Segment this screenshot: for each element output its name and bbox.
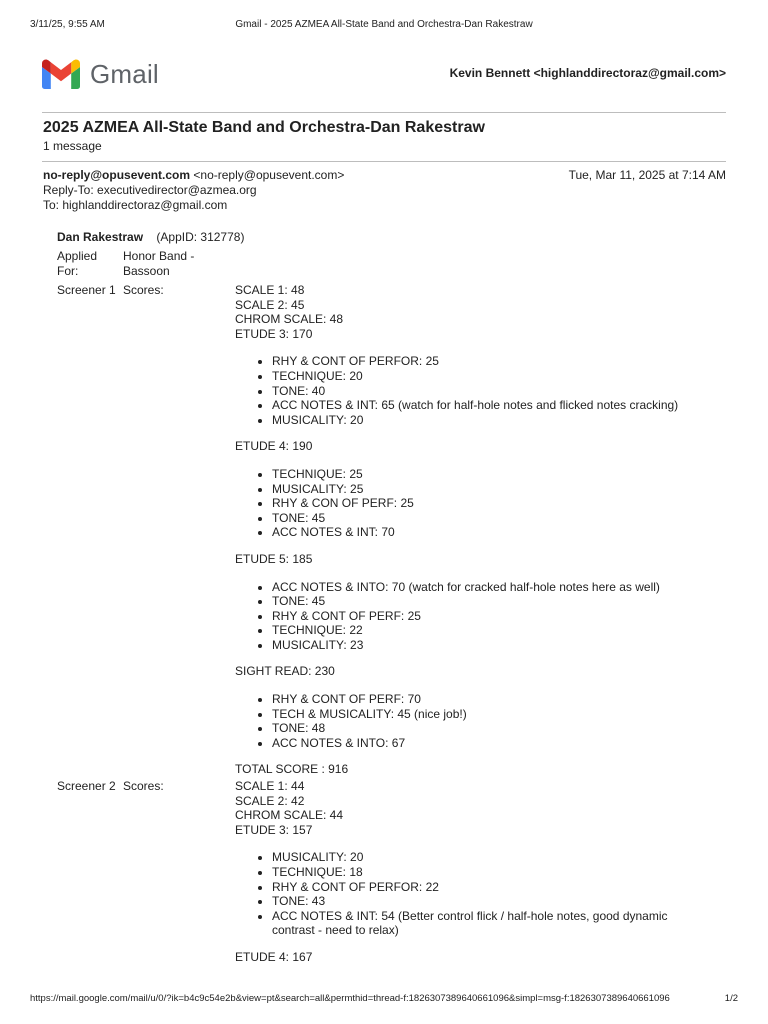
etude-4-title: ETUDE 4: 190 <box>235 439 313 454</box>
score-breakdown-list <box>235 354 725 427</box>
page-number: 1/2 <box>724 993 738 1004</box>
score-item: • RHY & CONT OF PERFOR: 25 <box>272 354 725 369</box>
print-title: Gmail - 2025 AZMEA All-State Band and Orchestra-Dan Rakestraw <box>235 19 533 30</box>
score-line: SCALE 1: 48 <box>235 283 305 297</box>
gmail-m-icon <box>42 59 80 89</box>
message-date: Tue, Mar 11, 2025 at 7:14 AM <box>568 168 726 182</box>
score-item: • TONE: 45 <box>272 594 725 609</box>
score-item: • MUSICALITY: 23 <box>272 638 725 653</box>
thread-subject: 2025 AZMEA All-State Band and Orchestra-Dan Rakestraw <box>43 119 485 136</box>
score-item: • RHY & CON OF PERF: 25 <box>272 496 725 511</box>
applicant-name: Dan Rakestraw <box>57 230 144 244</box>
score-item: • ACC NOTES & INT: 54 (Better control flick / half-hole notes, good dynamic contrast - need to relax) <box>272 909 692 938</box>
score-breakdown-list <box>235 580 725 653</box>
gmail-logo <box>42 59 172 91</box>
score-line: ETUDE 3: 157 <box>235 822 313 837</box>
score-item: • MUSICALITY: 20 <box>272 850 692 865</box>
score-item: • TECHNIQUE: 22 <box>272 623 725 638</box>
score-item: • TONE: 43 <box>272 894 692 909</box>
screener-1-scores <box>235 283 725 777</box>
score-line: SCALE 1: 44 <box>235 779 305 793</box>
score-item: • RHY & CONT OF PERFOR: 22 <box>272 880 692 895</box>
message-header <box>43 168 344 213</box>
score-item: • ACC NOTES & INT: 65 (watch for half-hole notes and flicked notes cracking) <box>272 398 725 413</box>
score-line: ETUDE 3: 170 <box>235 326 313 341</box>
score-item: • RHY & CONT OF PERF: 25 <box>272 609 725 624</box>
score-breakdown-list <box>235 850 692 938</box>
screener-label: Screener 1 <box>57 283 116 297</box>
score-item: • TECHNIQUE: 18 <box>272 865 692 880</box>
total-score: TOTAL SCORE : 916 <box>235 762 349 777</box>
score-line: CHROM SCALE: 48 <box>235 312 344 327</box>
scores-label: Scores: <box>123 779 164 793</box>
score-item: • TONE: 48 <box>272 721 725 736</box>
divider <box>42 161 726 162</box>
applicant-line <box>57 230 244 245</box>
applied-value-line: Bassoon <box>123 263 170 278</box>
from-email[interactable]: no-reply@opusevent.com <box>43 168 191 182</box>
score-item: • MUSICALITY: 20 <box>272 413 725 428</box>
gmail-wordmark: Gmail <box>90 59 159 89</box>
sight-read-title: SIGHT READ: 230 <box>235 664 335 679</box>
print-url: https://mail.google.com/mail/u/0/?ik=b4c9c54e2b&view=pt&search=all&permthid=thread-f:1826307389640661096&simpl=msg-f:1826307389640661096 <box>30 993 670 1004</box>
score-line: SCALE 2: 42 <box>235 793 305 808</box>
divider <box>42 112 726 113</box>
reply-to: Reply-To: executivedirector@azmea.org <box>43 183 257 197</box>
score-item: • ACC NOTES & INTO: 70 (watch for cracked half-hole notes here as well) <box>272 580 725 595</box>
etude-5-title: ETUDE 5: 185 <box>235 551 313 566</box>
score-item: • MUSICALITY: 25 <box>272 482 725 497</box>
score-breakdown-list <box>235 692 725 750</box>
to-line: To: highlanddirectoraz@gmail.com <box>43 198 228 212</box>
score-item: • TECH & MUSICALITY: 45 (nice job!) <box>272 707 725 722</box>
message-count: 1 message <box>43 139 102 153</box>
screener-2-scores <box>235 779 725 965</box>
applied-label-line: Applied <box>57 249 98 263</box>
score-item: • TECHNIQUE: 25 <box>272 467 725 482</box>
applied-value-line: Honor Band - <box>123 249 195 263</box>
score-item: • ACC NOTES & INTO: 67 <box>272 736 725 751</box>
account-identity: Kevin Bennett <highlanddirectoraz@gmail.com> <box>449 66 726 80</box>
from-line <box>43 168 344 183</box>
etude-4-title: ETUDE 4: 167 <box>235 949 313 964</box>
applied-value <box>123 249 213 278</box>
applied-label-line: For: <box>57 263 79 278</box>
score-line: SCALE 2: 45 <box>235 297 305 312</box>
score-item: • TECHNIQUE: 20 <box>272 369 725 384</box>
scores-label: Scores: <box>123 283 164 297</box>
from-address: <no-reply@opusevent.com> <box>193 168 345 182</box>
score-item: • RHY & CONT OF PERF: 70 <box>272 692 725 707</box>
print-datetime: 3/11/25, 9:55 AM <box>30 19 105 30</box>
screener-label: Screener 2 <box>57 779 116 793</box>
score-breakdown-list <box>235 467 725 540</box>
score-item: • ACC NOTES & INT: 70 <box>272 525 725 540</box>
score-item: • TONE: 40 <box>272 384 725 399</box>
score-item: • TONE: 45 <box>272 511 725 526</box>
score-line: CHROM SCALE: 44 <box>235 808 344 823</box>
applicant-id: (AppID: 312778) <box>156 230 245 244</box>
applied-label <box>57 249 117 278</box>
